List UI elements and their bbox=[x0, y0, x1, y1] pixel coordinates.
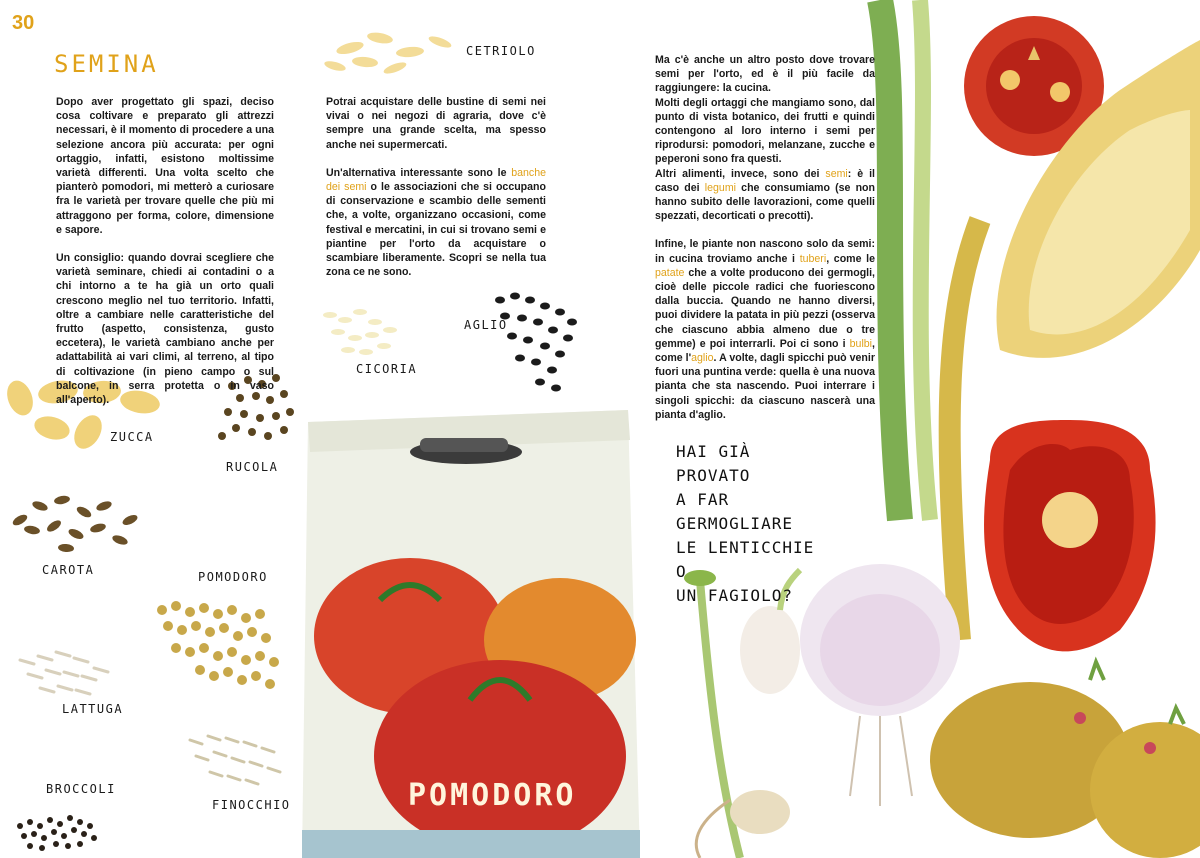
sprout-illustration bbox=[684, 570, 800, 858]
text-span: o le associazioni che si occupano di conservazione e scambio delle sementi che, a volte, organizzano occasioni, come festival e mercatini, in cui si trovano semi e piantine per l'orto da acquistare o scambiare liberamente. Scopri se nella tua zona ce ne sono. bbox=[326, 181, 546, 279]
finocchio-seeds bbox=[190, 736, 280, 784]
paragraph: Potrai acquistare delle bustine di semi nei vivai o nei negozi di agraria, dove c'è sempre una grande scelta, ma spesso anche nei supermercati. bbox=[326, 96, 546, 151]
text-span: . A volte, dagli spicchi può venir fuori una puntina verde: quella è una nuova pianta che sta nascendo. Puoi interrare i singoli spicchi: da ciascuno nascerà una pianta d'aglio. bbox=[655, 352, 875, 421]
label-carota: CAROTA bbox=[42, 563, 95, 577]
aglio-seeds bbox=[495, 293, 577, 392]
text-span: che a volte producono dei germogli, cioè delle piccole radici che fuoriescono dalla buccia. Quando ne hanno diversi, puoi dividere la patata in più pezzi (osserva che ciascuno abbia almeno due o tre gemme) e poi interrarli. Poi ci sono i bbox=[655, 266, 875, 350]
packet-title: POMODORO bbox=[408, 778, 577, 813]
cetriolo-seeds bbox=[323, 31, 452, 76]
broccoli-seeds bbox=[17, 815, 97, 851]
potato-illustration bbox=[930, 662, 1200, 858]
text-span: Infine, le piante non nascono solo da semi: in cucina troviamo anche i bbox=[655, 238, 875, 265]
note-line: LE LENTICCHIE O bbox=[676, 538, 815, 581]
paragraph bbox=[655, 237, 875, 422]
carota-seeds bbox=[11, 495, 139, 553]
note-line: HAI GIÀ PROVATO bbox=[676, 442, 751, 485]
label-rucola: RUCOLA bbox=[226, 460, 279, 474]
pomodoro-seeds bbox=[157, 601, 279, 689]
text-column-2 bbox=[326, 95, 546, 293]
label-cicoria: CICORIA bbox=[356, 362, 418, 376]
cicoria-seeds bbox=[323, 309, 397, 355]
note-line: A FAR GERMOGLIARE bbox=[676, 490, 793, 533]
text-span: Altri alimenti, invece, sono dei bbox=[655, 167, 826, 180]
label-broccoli: BROCCOLI bbox=[46, 782, 116, 796]
pepper-illustration bbox=[984, 420, 1156, 651]
label-finocchio: FINOCCHIO bbox=[212, 798, 291, 812]
text-span: , come le bbox=[826, 252, 875, 265]
text-column-3 bbox=[655, 53, 875, 436]
text-span: Un'alternativa interessante sono le bbox=[326, 166, 512, 179]
text-span: : è il caso dei bbox=[655, 167, 875, 194]
highlight-text: legumi bbox=[704, 181, 737, 194]
text-span: che consumiamo (se non hanno subito delle lavorazioni, come quelli spezzati, decorticati o precotti). bbox=[655, 181, 875, 223]
paragraph: Ma c'è anche un altro posto dove trovare semi per l'orto, ed è il più facile da raggiungere: la cucina. bbox=[655, 54, 875, 95]
label-lattuga: LATTUGA bbox=[62, 702, 124, 716]
paragraph: Un consiglio: quando dovrai scegliere che varietà seminare, chiedi ai contadini o a chi intorno a te ha già un orto quali crescono meglio nel tuo territorio. Infatti, oltre a cambiare nelle caratteristiche del frutto (aspetto, consistenza, gusto eccetera), le varietà cambiano anche per adattabilità ai vari climi, al terreno, al tipo di coltivazione (in pieno campo o sul balcone, in serra protetta o in vaso all'aperto). bbox=[56, 252, 274, 407]
text-span: , come l' bbox=[655, 337, 875, 365]
highlight-text: bulbi bbox=[849, 337, 873, 350]
section-title: SEMINA bbox=[54, 50, 159, 78]
paragraph: Dopo aver progettato gli spazi, deciso cosa coltivare e preparato gli attrezzi necessari, è il momento di procedere a una selezione ancora più accurata: per ogni ortaggio, infatti, esistono moltissime varietà differenti. Una volta scelto che pianterò pomodori, mi metterò a curiosare fra le varietà per trovare quelle che più mi attraggono per forma, colore, dimensione e sapore. bbox=[56, 96, 274, 236]
highlight-text: patate bbox=[655, 266, 685, 279]
highlight-text: tuberi bbox=[799, 252, 827, 265]
label-cetriolo: CETRIOLO bbox=[466, 44, 536, 58]
highlight-text: semi bbox=[825, 167, 848, 180]
label-zucca: ZUCCA bbox=[110, 430, 154, 444]
text-column-1 bbox=[56, 95, 274, 421]
page-number: 30 bbox=[12, 12, 35, 34]
note-line: UN FAGIOLO? bbox=[676, 586, 793, 605]
lattuga-seeds bbox=[20, 652, 108, 694]
paragraph: Molti degli ortaggi che mangiamo sono, dal punto di vista botanico, dei frutti e quindi contengono al loro interno i semi per riprodursi: pomodori, melanzane, zucche e peperoni sono fra questi. bbox=[655, 96, 875, 166]
highlight-text: banche dei semi bbox=[326, 166, 546, 194]
label-pomodoro: POMODORO bbox=[198, 570, 268, 584]
label-aglio: AGLIO bbox=[464, 318, 508, 332]
handwritten-note bbox=[676, 440, 826, 608]
paragraph bbox=[655, 167, 875, 224]
highlight-text: aglio bbox=[691, 352, 714, 365]
paragraph bbox=[326, 166, 546, 280]
